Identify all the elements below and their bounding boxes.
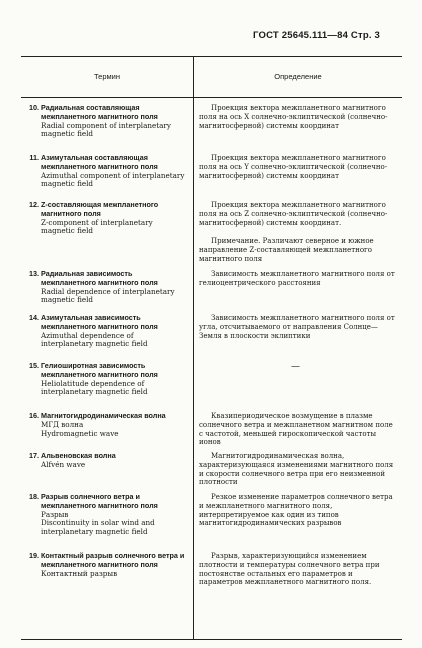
term-number: 14. bbox=[29, 313, 39, 322]
term-12 bbox=[21, 201, 187, 236]
note-12: Примечание. Различают северное и южное направление Z-составляющей межпланетного магнитного поля bbox=[199, 237, 374, 263]
term-ru: Магнитогидродинамическая волна bbox=[41, 411, 166, 420]
term-number: 13. bbox=[29, 269, 39, 278]
column-header-definition: Определение bbox=[274, 72, 322, 81]
term-ru: Азимутальная составляющая межпланетного магнитного поля bbox=[41, 153, 158, 171]
term-alt: МГД волна bbox=[41, 419, 84, 429]
term-en: Radial component of interplanetary magnetic field bbox=[41, 120, 171, 139]
term-18 bbox=[21, 493, 187, 537]
term-14 bbox=[21, 314, 187, 349]
term-en: Discontinuity in solar wind and interplanetary magnetic field bbox=[41, 518, 155, 537]
definition-11: Проекция вектора межпланетного магнитного поля на ось Y солнечно-эклиптической (солнечно-магнитосферной) системы координат bbox=[199, 154, 388, 180]
definition-16: Квазипериодическое возмущение в плазме солнечного ветра и межпланетном магнитном поле с частотой, меньшей гироскопической частоты ионов bbox=[199, 412, 393, 447]
term-ru: Контактный разрыв солнечного ветра и межпланетного магнитного поля bbox=[41, 551, 185, 569]
term-number: 19. bbox=[29, 551, 39, 560]
term-ru: Азимутальная зависимость межпланетного магнитного поля bbox=[41, 313, 158, 331]
term-11 bbox=[21, 154, 187, 189]
definition-18: Резкое изменение параметров солнечного ветра и межпланетного магнитного поля, интерпретируемое как один из типов магнитогидродинамических разрывов bbox=[199, 493, 393, 528]
definition-15: — bbox=[291, 362, 300, 372]
term-ru: Радиальная зависимость межпланетного магнитного поля bbox=[41, 269, 158, 287]
definition-17: Магнитогидродинамическая волна, характеризующаяся изменениями магнитного поля и скорости солнечного ветра при его неизменной плотности bbox=[199, 452, 394, 487]
definition-10: Проекция вектора межпланетного магнитного поля на ось X солнечно-эклиптической (солнечно-магнитосферной) системы координат bbox=[199, 104, 388, 130]
term-en: Z-component of interplanetary magnetic field bbox=[41, 217, 153, 236]
term-number: 16. bbox=[29, 411, 39, 420]
definition-12: Проекция вектора межпланетного магнитного поля на ось Z солнечно-эклиптической (солнечно-магнитосферной) системы координат. bbox=[199, 201, 388, 227]
term-en: Hydromagnetic wave bbox=[41, 428, 119, 438]
term-en: Radial dependence of interplanetary magnetic field bbox=[41, 286, 175, 305]
term-en: Alfvén wave bbox=[41, 459, 86, 469]
term-13 bbox=[21, 270, 187, 305]
term-ru: Радиальная составляющая межпланетного магнитного поля bbox=[41, 103, 158, 121]
term-number: 11. bbox=[29, 153, 39, 162]
table-header bbox=[21, 57, 402, 98]
page-header: ГОСТ 25645.111—84 Стр. 3 bbox=[253, 30, 380, 41]
column-header-term: Термин bbox=[94, 72, 120, 81]
term-ru: Гелиоширотная зависимость межпланетного магнитного поля bbox=[41, 361, 158, 379]
term-en: Heliolatitude dependence of interplanetary magnetic field bbox=[41, 378, 148, 397]
term-16 bbox=[21, 412, 187, 438]
term-en: Azimuthal component of interplanetary magnetic field bbox=[41, 170, 185, 189]
term-number: 10. bbox=[29, 103, 39, 112]
terms-table bbox=[21, 56, 402, 640]
term-alt: Разрыв bbox=[41, 509, 69, 519]
term-17 bbox=[21, 452, 187, 470]
term-ru: Z-составляющая межпланетного магнитного поля bbox=[41, 200, 159, 218]
term-15 bbox=[21, 362, 187, 397]
term-en: Azimuthal dependence of interplanetary magnetic field bbox=[41, 330, 148, 349]
column-divider bbox=[193, 57, 194, 639]
definition-14: Зависимость межпланетного магнитного поля от угла, отсчитываемого от направления Солнце—Земля в плоскости эклиптики bbox=[199, 314, 395, 340]
term-number: 17. bbox=[29, 451, 39, 460]
term-number: 18. bbox=[29, 492, 39, 501]
term-number: 15. bbox=[29, 361, 39, 370]
term-number: 12. bbox=[29, 200, 39, 209]
definition-13: Зависимость межпланетного магнитного поля от гелиоцентрического расстояния bbox=[199, 270, 395, 287]
term-19 bbox=[21, 552, 187, 578]
definition-19: Разрыв, характеризующийся изменением плотности и температуры солнечного ветра при постоянстве остальных его параметров и параметров межпланетного магнитного поля. bbox=[199, 552, 380, 587]
term-alt: Контактный разрыв bbox=[41, 568, 118, 578]
term-ru: Альвеновская волна bbox=[41, 451, 116, 460]
term-10 bbox=[21, 104, 187, 139]
term-ru: Разрыв солнечного ветра и межпланетного магнитного поля bbox=[41, 492, 158, 510]
